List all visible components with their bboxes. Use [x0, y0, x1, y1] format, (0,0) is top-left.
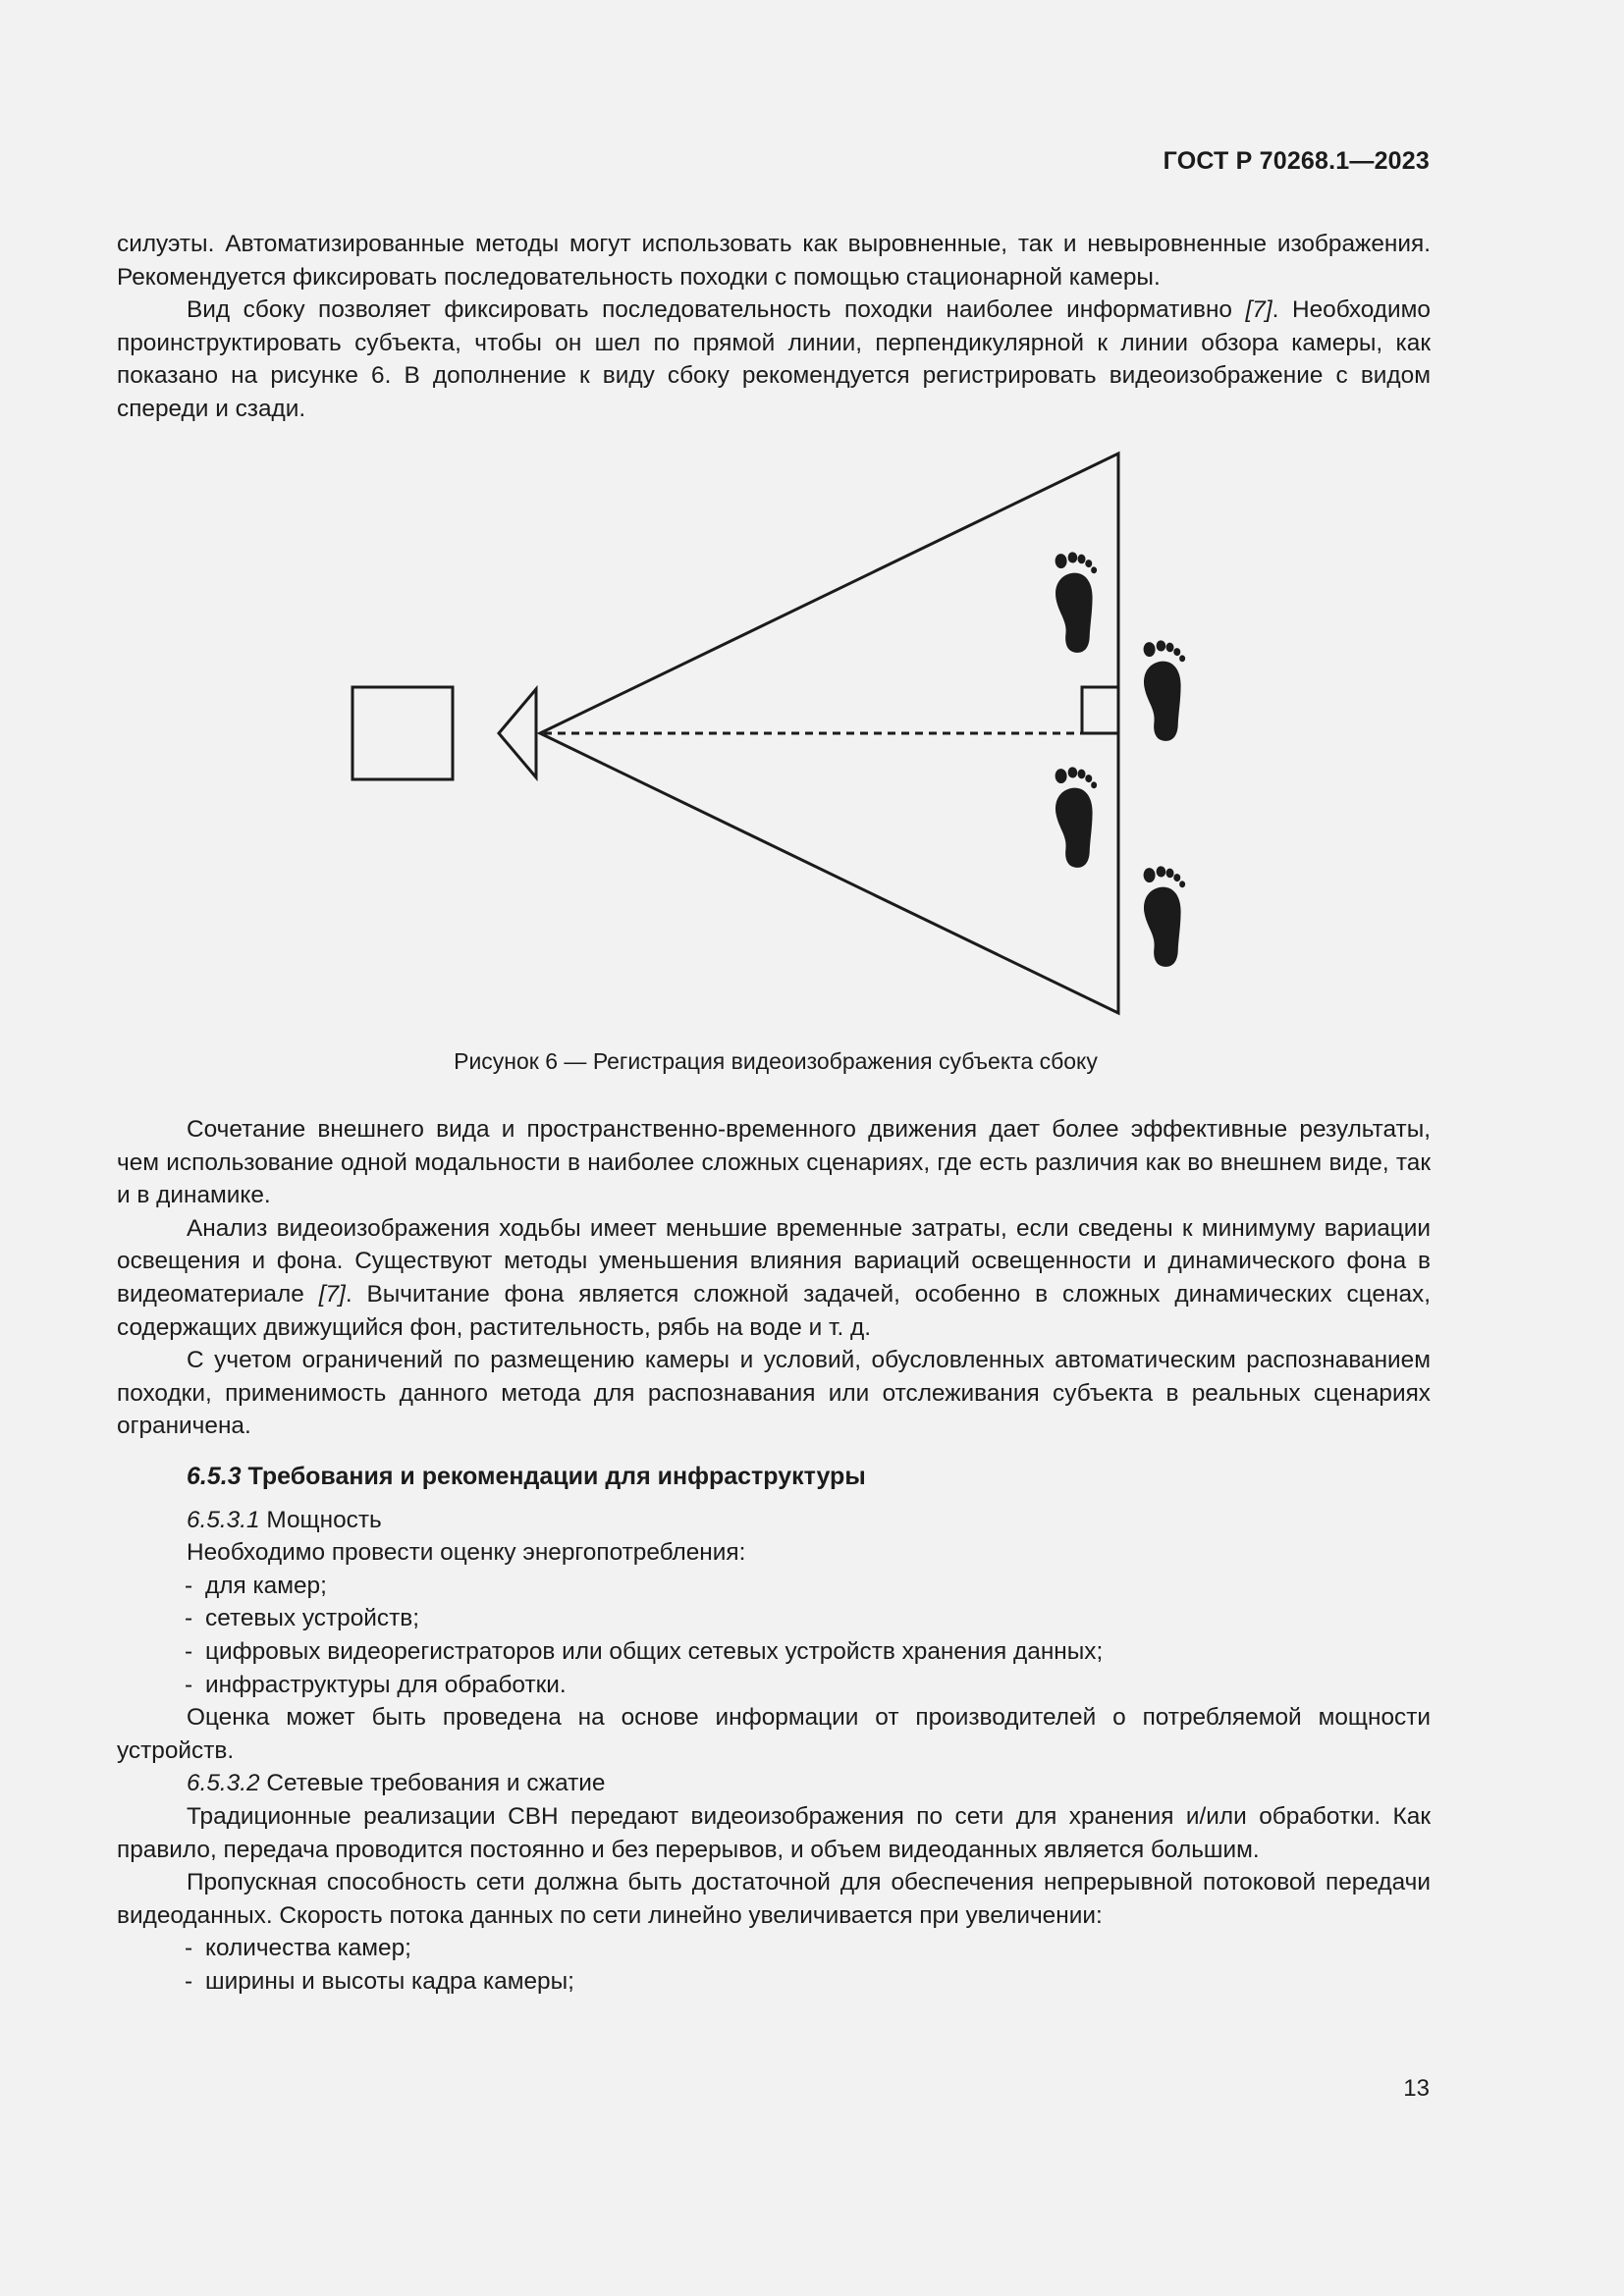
subsection-heading-power: 6.5.3.1 Мощность: [187, 1506, 382, 1533]
list-item: - ширины и высоты кадра камеры;: [185, 1967, 574, 1995]
list-item: - количества камер;: [185, 1935, 411, 1962]
subject-marker: [1082, 687, 1118, 733]
page-number: 13: [1403, 2075, 1430, 2102]
list-item: - для камер;: [185, 1572, 327, 1599]
paragraph-silhouettes: силуэты. Автоматизированные методы могут использовать как выровненные, так и невыровненные изображения. Рекомендуется фиксировать последовательность походки с помощью стационарной камеры.: [117, 231, 1431, 291]
subsection-heading-network: 6.5.3.2 Сетевые требования и сжатие: [187, 1770, 606, 1797]
list-item: - сетевых устройств;: [185, 1605, 420, 1632]
camera-lens: [499, 689, 536, 777]
paragraph-combination: Сочетание внешнего вида и пространственно-временного движения дает более эффективные результаты, чем использование одной модальности в наиболее сложных сценариях, где есть различия как во внешнем виде, так и в динамике.: [117, 1116, 1431, 1209]
document-code: ГОСТ Р 70268.1—2023: [1163, 147, 1430, 175]
figure-6-diagram: [334, 442, 1218, 1041]
paragraph-analysis: Анализ видеоизображения ходьбы имеет меньшие временные затраты, если сведены к минимуму вариации освещения и фона. Существуют методы уменьшения влияния вариаций освещенности и динамического фона в видеоматериале [7]. Вычитание фона является сложной задачей, особенно в сложных динамических сценах, содержащих движущийся фон, растительность, рябь на воде и т. д.: [117, 1214, 1432, 1341]
footprints-group: [1054, 551, 1190, 968]
reference-7: [7]: [1245, 296, 1272, 324]
paragraph-network-2: Пропускная способность сети должна быть достаточной для обеспечения непрерывной потоковой передачи видеоданных. Скорость потока данных по сети линейно увеличивается при увеличении:: [117, 1869, 1431, 1929]
paragraph-side-view: Вид сбоку позволяет фиксировать последовательность походки наиболее информативно [7]. Необходимо проинструктировать субъекта, чтобы он шел по прямой линии, перпендикулярной к линии обзора камеры, как показано на рисунке 6. В дополнение к виду сбоку рекомендуется регистрировать видеоизображение с видом спереди и сзади.: [117, 296, 1431, 422]
footprint-1: [1054, 551, 1102, 654]
top-text-block: [117, 228, 1431, 426]
section-heading: 6.5.3 Требования и рекомендации для инфраструктуры: [187, 1463, 866, 1490]
reference-7: [7]: [318, 1280, 346, 1308]
footprint-2: [1142, 639, 1190, 742]
list-item: - цифровых видеорегистраторов или общих сетевых устройств хранения данных;: [185, 1637, 1104, 1665]
paragraph-network-1: Традиционные реализации СВН передают видеоизображения по сети для хранения и/или обработки. Как правило, передача проводится постоянно и без перерывов, и объем видеоданных является большим.: [117, 1802, 1431, 1863]
figure-caption: Рисунок 6 — Регистрация видеоизображения субъекта сбоку: [454, 1048, 1098, 1074]
paragraph-power-conclusion: Оценка может быть проведена на основе информации от производителей о потребляемой мощности устройств.: [117, 1704, 1431, 1764]
middle-text-block: [117, 1113, 1431, 1443]
camera-body: [352, 687, 453, 779]
footprint-3: [1054, 766, 1102, 869]
footprint-4: [1142, 865, 1190, 968]
paragraph-power-intro: Необходимо провести оценку энергопотребления:: [187, 1539, 746, 1567]
section-6-5-3-block: [117, 1461, 1431, 1999]
list-item: - инфраструктуры для обработки.: [185, 1671, 567, 1698]
paragraph-constraints: С учетом ограничений по размещению камеры и условий, обусловленных автоматическим распознаванием походки, применимость данного метода для распознавания или отслеживания субъекта в реальных сценариях ограничена.: [117, 1347, 1431, 1440]
